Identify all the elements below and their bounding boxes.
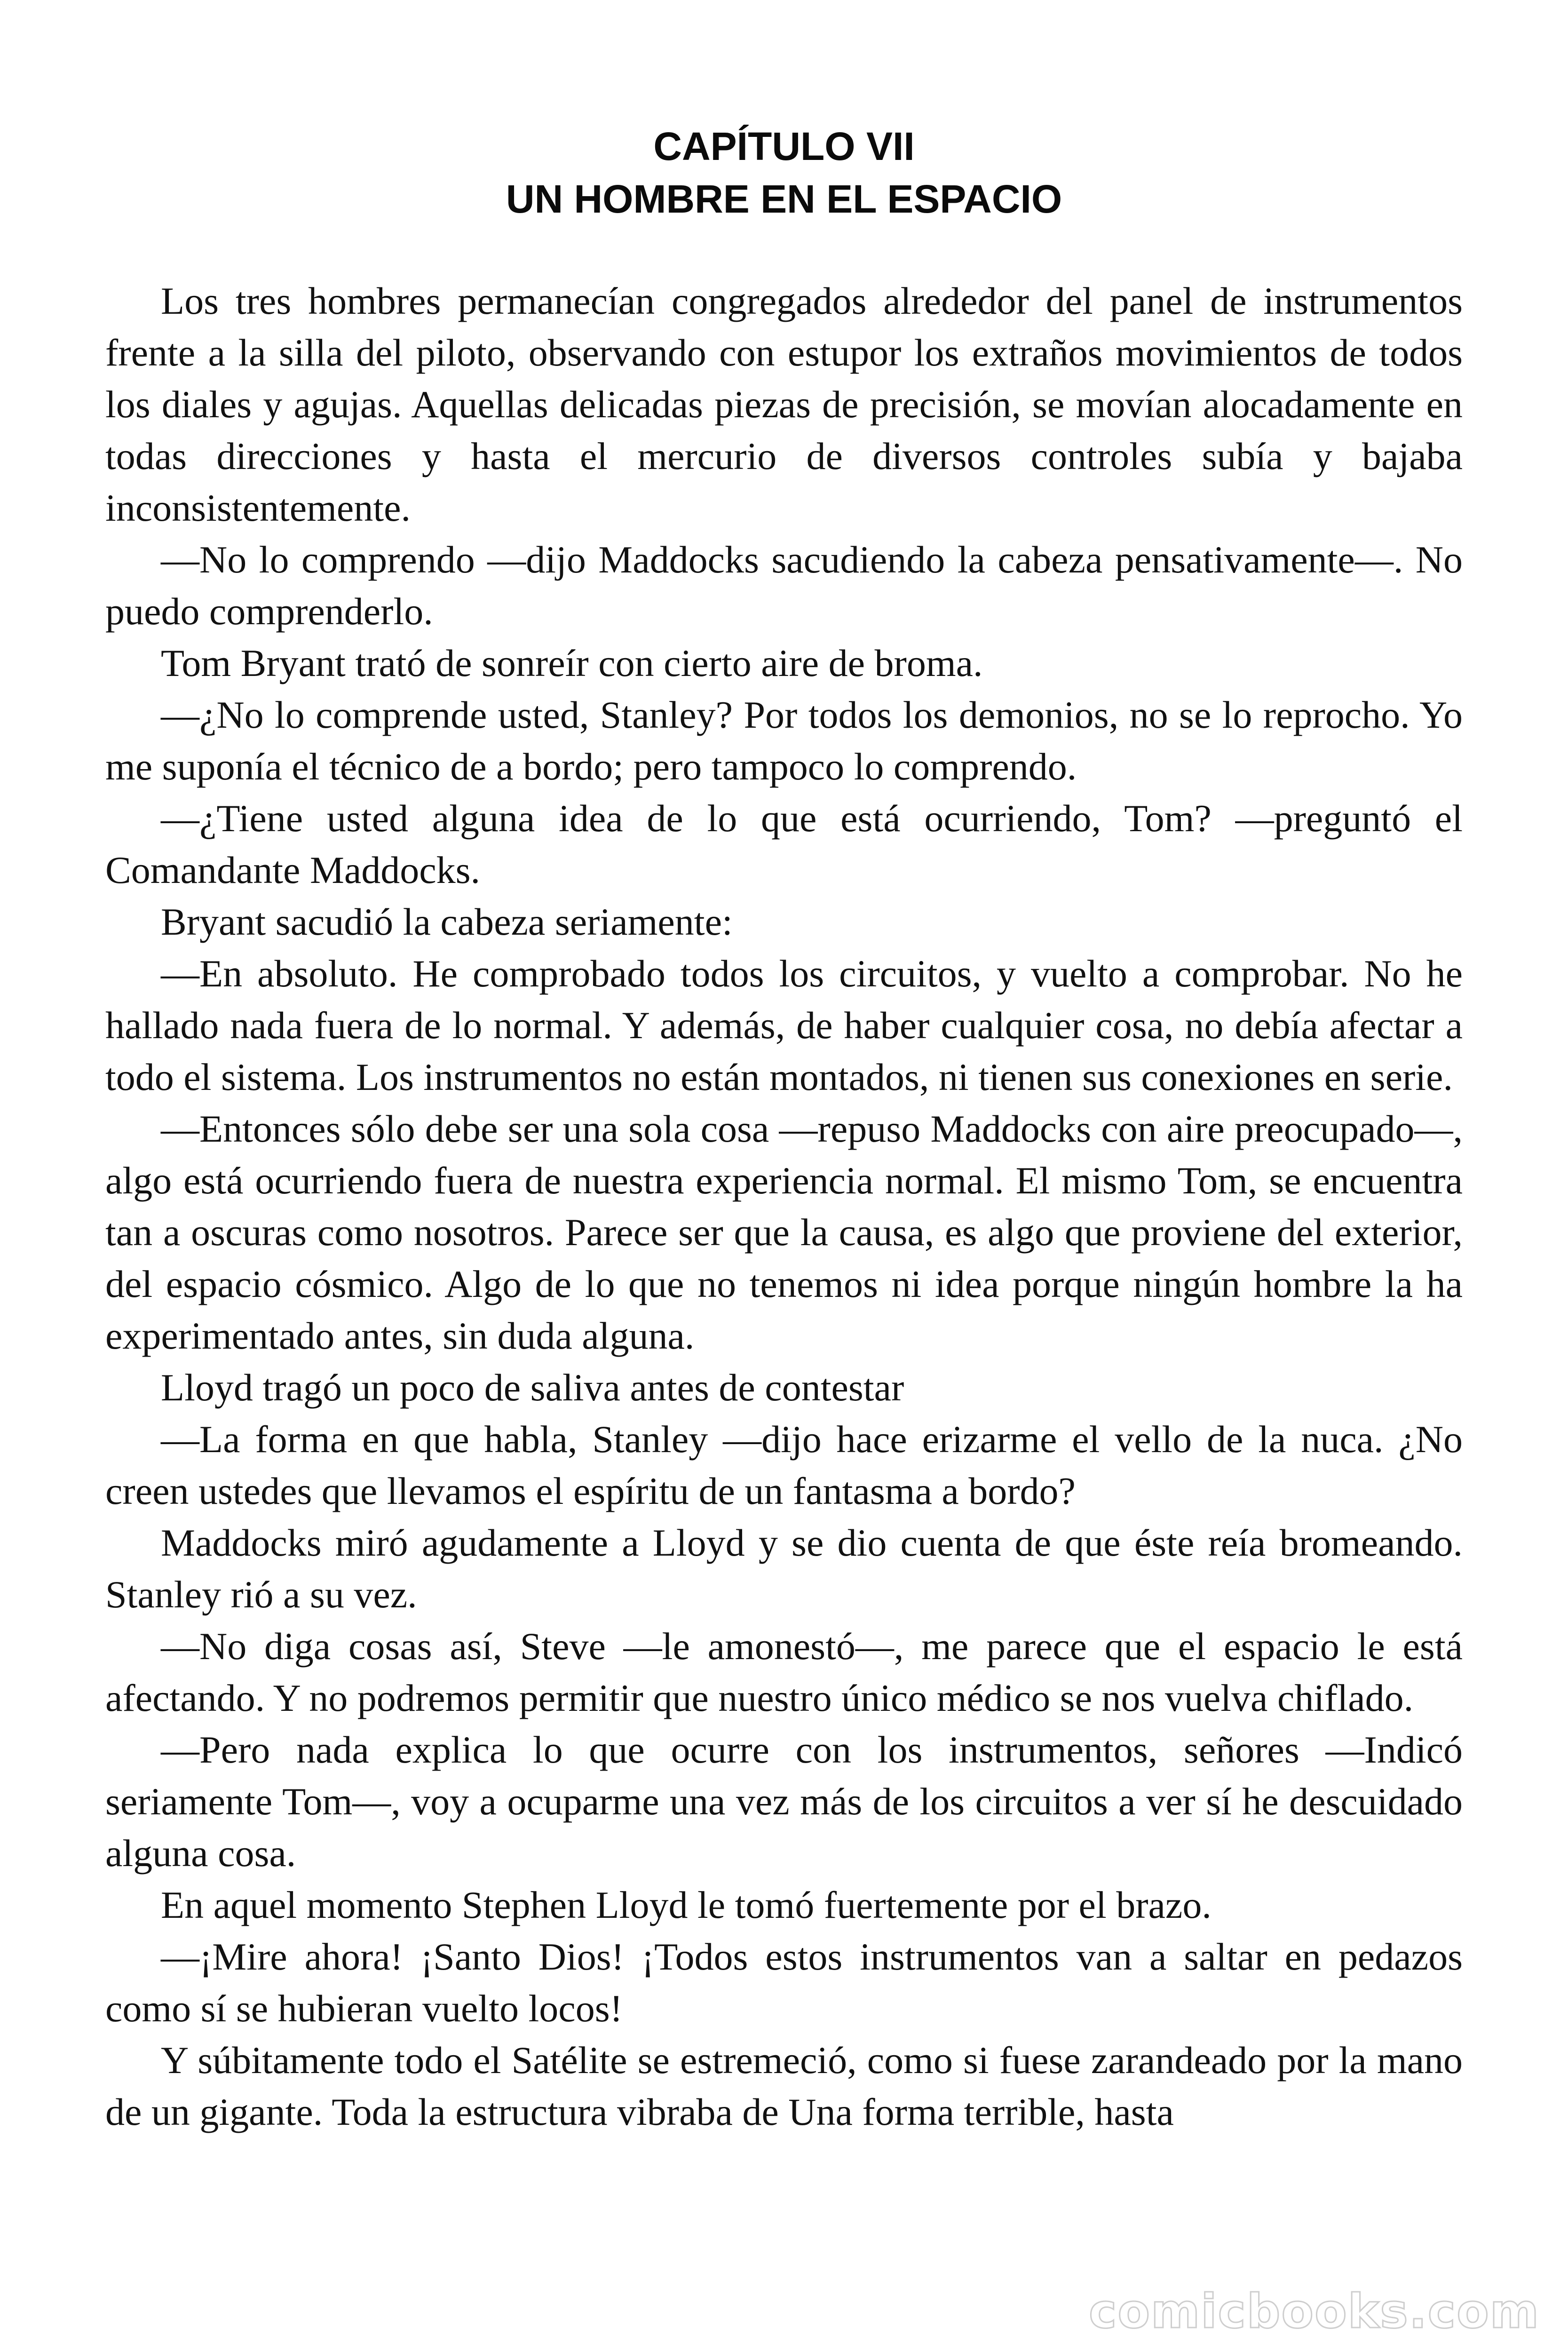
paragraph: Y súbitamente todo el Satélite se estremeció, como si fuese zarandeado por la mano de un gigante. Toda la estructura vibraba de Una forma terrible, hasta <box>105 2039 1463 2133</box>
paragraph: —En absoluto. He comprobado todos los circuitos, y vuelto a comprobar. No he hallado nada fuera de lo normal. Y además, de haber cualquier cosa, no debía afectar a todo el sistema. Los instrumentos no están montados, ni tienen sus conexiones en serie. <box>105 952 1463 1098</box>
paragraph: —¡Mire ahora! ¡Santo Dios! ¡Todos estos instrumentos van a saltar en pedazos como sí se hubieran vuelto locos! <box>105 1935 1463 2030</box>
paragraph: Los tres hombres permanecían congregados alrededor del panel de instrumentos frente a la silla del piloto, observando con estupor los extraños movimientos de todos los diales y agujas. Aquellas delicadas piezas de precisión, se movían alocadamente en todas direcciones y hasta el mercurio de diversos controles subía y bajaba inconsistentemente. <box>105 279 1463 529</box>
chapter-header <box>0 120 1568 225</box>
paragraph: —No lo comprendo —dijo Maddocks sacudiendo la cabeza pensativamente—. No puedo comprenderlo. <box>105 538 1463 633</box>
paragraph: —Pero nada explica lo que ocurre con los instrumentos, señores —Indicó seriamente Tom—, voy a ocuparme una vez más de los circuitos a ver sí he descuidado alguna cosa. <box>105 1728 1463 1875</box>
paragraph: —No diga cosas así, Steve —le amonestó—, me parece que el espacio le está afectando. Y no podremos permitir que nuestro único médico se nos vuelva chiflado. <box>105 1625 1463 1719</box>
paragraph: —¿Tiene usted alguna idea de lo que está ocurriendo, Tom? —preguntó el Comandante Maddocks. <box>105 797 1463 891</box>
chapter-body <box>105 275 1463 2138</box>
paragraph: En aquel momento Stephen Lloyd le tomó fuertemente por el brazo. <box>161 1883 1212 1926</box>
paragraph: Maddocks miró agudamente a Lloyd y se dio cuenta de que éste reía bromeando. Stanley rió a su vez. <box>105 1521 1463 1616</box>
chapter-title: UN HOMBRE EN EL ESPACIO <box>506 177 1062 221</box>
paragraph: Bryant sacudió la cabeza seriamente: <box>161 900 733 943</box>
watermark: comicbooks.com <box>1089 2284 1540 2339</box>
paragraph: Lloyd tragó un poco de saliva antes de contestar <box>161 1366 904 1409</box>
paragraph: Tom Bryant trató de sonreír con cierto aire de broma. <box>161 642 983 684</box>
chapter-number: CAPÍTULO VII <box>653 124 915 168</box>
paragraph: —La forma en que habla, Stanley —dijo hace erizarme el vello de la nuca. ¿No creen ustedes que llevamos el espíritu de un fantasma a bordo? <box>105 1418 1463 1512</box>
paragraph: —Entonces sólo debe ser una sola cosa —repuso Maddocks con aire preocupado—, algo está ocurriendo fuera de nuestra experiencia normal. El mismo Tom, se encuentra tan a oscuras como nosotros. Parece ser que la causa, es algo que proviene del exterior, del espacio cósmico. Algo de lo que no tenemos ni idea porque ningún hombre la ha experimentado antes, sin duda alguna. <box>105 1107 1463 1357</box>
paragraph: —¿No lo comprende usted, Stanley? Por todos los demonios, no se lo reprocho. Yo me suponía el técnico de a bordo; pero tampoco lo comprendo. <box>105 693 1463 788</box>
